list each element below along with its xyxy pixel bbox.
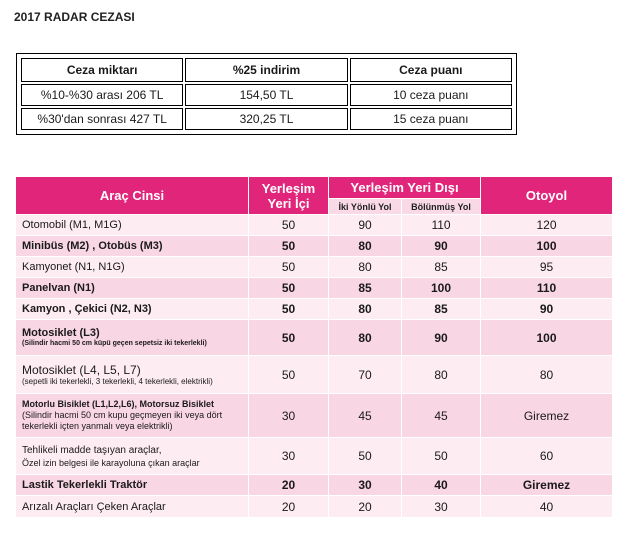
- limit-urban: 30: [249, 438, 329, 475]
- fine-header-amount: Ceza miktarı: [21, 58, 183, 82]
- limit-divided: 100: [402, 278, 481, 299]
- limit-two-way: 80: [329, 320, 402, 356]
- limit-highway: 40: [481, 496, 613, 518]
- limit-divided: 30: [402, 496, 481, 518]
- limit-divided: 45: [402, 394, 481, 438]
- limit-urban: 30: [249, 394, 329, 438]
- vehicle-name: Otomobil (M1, M1G): [16, 215, 249, 236]
- limit-urban: 50: [249, 257, 329, 278]
- limit-two-way: 70: [329, 356, 402, 394]
- vehicle-name: Motosiklet (L4, L5, L7): [22, 362, 141, 377]
- vehicle-name: Lastik Tekerlekli Traktör: [16, 475, 249, 496]
- limit-divided: 80: [402, 356, 481, 394]
- limit-two-way: 20: [329, 496, 402, 518]
- header-two-way: İki Yönlü Yol: [329, 199, 402, 215]
- limit-divided: 50: [402, 438, 481, 475]
- limit-urban: 50: [249, 299, 329, 320]
- limit-highway: Giremez: [481, 394, 613, 438]
- limit-highway: 60: [481, 438, 613, 475]
- vehicle-name: Kamyonet (N1, N1G): [16, 257, 249, 278]
- limit-two-way: 80: [329, 236, 402, 257]
- limit-two-way: 80: [329, 257, 402, 278]
- vehicle-name: Arızalı Araçları Çeken Araçlar: [16, 496, 249, 518]
- fine-table: [16, 53, 517, 135]
- limit-highway: 80: [481, 356, 613, 394]
- header-vehicle: Araç Cinsi: [16, 177, 249, 215]
- limit-divided: 110: [402, 215, 481, 236]
- limit-urban: 20: [249, 496, 329, 518]
- limit-two-way: 30: [329, 475, 402, 496]
- limit-two-way: 50: [329, 438, 402, 475]
- fine-cell: 154,50 TL: [185, 84, 347, 106]
- limit-highway: 100: [481, 320, 613, 356]
- header-highway: Otoyol: [481, 177, 613, 215]
- vehicle-note: (Silindir hacmi 50 cm kupu geçmeyen iki veya dört tekerlekli içten yanmalı veya elektrikli): [22, 410, 223, 431]
- limit-urban: 50: [249, 278, 329, 299]
- limit-highway: 100: [481, 236, 613, 257]
- header-divided: Bölünmüş Yol: [402, 199, 481, 215]
- limit-two-way: 45: [329, 394, 402, 438]
- fine-cell: %10-%30 arası 206 TL: [21, 84, 183, 106]
- limit-divided: 85: [402, 257, 481, 278]
- vehicle-note: (Silindir hacmi 50 cm küpü geçen sepetsiz iki tekerlekli): [22, 340, 207, 347]
- limit-highway: Giremez: [481, 475, 613, 496]
- vehicle-name: Motorlu Bisiklet (L1,L2,L6), Motorsuz Bisiklet: [22, 399, 215, 409]
- speed-limit-table: [15, 176, 613, 518]
- limit-divided: 40: [402, 475, 481, 496]
- vehicle-note: Özel izin belgesi ile karayoluna çıkan araçlar: [22, 457, 200, 468]
- limit-highway: 90: [481, 299, 613, 320]
- fine-header-discount: %25 indirim: [185, 58, 347, 82]
- limit-urban: 50: [249, 356, 329, 394]
- limit-highway: 110: [481, 278, 613, 299]
- limit-urban: 20: [249, 475, 329, 496]
- header-rural: Yerleşim Yeri Dışı: [329, 177, 481, 199]
- limit-two-way: 90: [329, 215, 402, 236]
- limit-highway: 95: [481, 257, 613, 278]
- limit-highway: 120: [481, 215, 613, 236]
- limit-two-way: 85: [329, 278, 402, 299]
- page-title: 2017 RADAR CEZASI: [14, 10, 135, 24]
- fine-cell: 15 ceza puanı: [350, 108, 512, 130]
- limit-urban: 50: [249, 236, 329, 257]
- vehicle-name: Minibüs (M2) , Otobüs (M3): [16, 236, 249, 257]
- fine-cell: 10 ceza puanı: [350, 84, 512, 106]
- header-urban: Yerleşim Yeri İçi: [249, 177, 329, 215]
- limit-two-way: 80: [329, 299, 402, 320]
- limit-divided: 90: [402, 236, 481, 257]
- fine-cell: %30'dan sonrası 427 TL: [21, 108, 183, 130]
- limit-divided: 90: [402, 320, 481, 356]
- vehicle-name: Motosiklet (L3): [22, 327, 100, 339]
- vehicle-name: Tehlikeli madde taşıyan araçlar,: [22, 444, 162, 456]
- fine-header-points: Ceza puanı: [350, 58, 512, 82]
- limit-urban: 50: [249, 215, 329, 236]
- limit-urban: 50: [249, 320, 329, 356]
- fine-cell: 320,25 TL: [185, 108, 347, 130]
- vehicle-note: (sepetli iki tekerlekli, 3 tekerlekli, 4 tekerlekli, elektrikli): [22, 376, 213, 386]
- vehicle-name: Kamyon , Çekici (N2, N3): [16, 299, 249, 320]
- vehicle-name: Panelvan (N1): [16, 278, 249, 299]
- limit-divided: 85: [402, 299, 481, 320]
